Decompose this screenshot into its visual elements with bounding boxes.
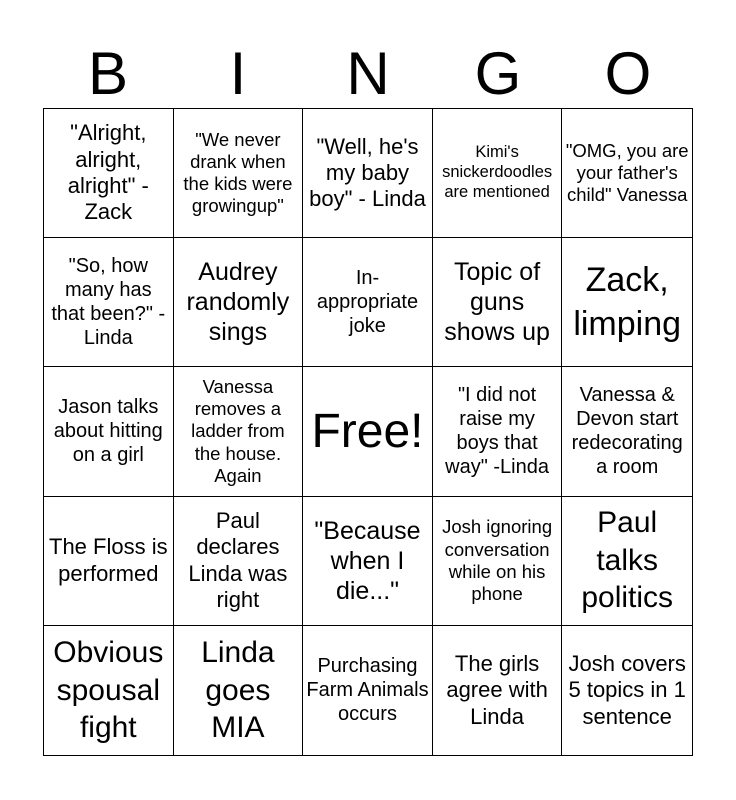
cell-text: Purchasing Farm Animals occurs [306,655,429,726]
cell-text: "So, how many has that been?" -Linda [51,255,166,350]
bingo-cell[interactable] [562,238,692,367]
bingo-cell[interactable] [174,626,304,755]
cell-text: Josh covers 5 topics in 1 sentence [568,650,686,729]
cell-text: "Because when I die..." [314,516,421,605]
bingo-cell[interactable] [44,367,174,496]
bingo-cell[interactable] [303,109,433,238]
bingo-cell[interactable] [44,109,174,238]
bingo-cell[interactable] [44,626,174,755]
cell-text: Kimi's snickerdoodles are mentioned [442,143,553,201]
bingo-cell[interactable] [44,238,174,367]
header-letter-n: N [346,40,390,107]
bingo-cell-free[interactable] [303,367,433,496]
bingo-cell[interactable] [303,238,433,367]
bingo-cell[interactable] [433,367,563,496]
bingo-cell[interactable] [433,497,563,626]
header-letter-o: O [604,40,652,107]
cell-text: "OMG, you are your father's child" Vanessa [565,139,689,206]
bingo-cell[interactable] [44,497,174,626]
cell-text: Paul declares Linda was right [188,507,288,613]
cell-text: Topic of guns shows up [444,258,550,347]
cell-text: "Alright, alright, alright" - Zack [67,120,149,225]
cell-text: Vanessa & Devon start redecorating a room [571,384,683,479]
cell-text: Jason talks about hitting on a girl [53,396,163,467]
header-letter-i: I [229,40,247,107]
cell-text: "We never drank when the kids were growingup" [183,128,293,217]
bingo-cell[interactable] [562,626,692,755]
bingo-cell[interactable] [174,238,304,367]
cell-text: Linda goes MIA [201,636,275,745]
cell-text: Paul talks politics [581,506,674,615]
bingo-board [43,108,693,756]
bingo-cell[interactable] [562,497,692,626]
cell-text: The girls agree with Linda [446,650,548,729]
bingo-cell[interactable] [433,626,563,755]
cell-text: Josh ignoring conversation while on his phone [442,516,553,604]
free-space-text: Free! [311,404,424,458]
cell-text: "Well, he's my baby boy" - Linda [309,133,426,212]
cell-text: "I did not raise my boys that way" -Linda [445,384,549,479]
bingo-cell[interactable] [433,238,563,367]
bingo-cell[interactable] [174,367,304,496]
cell-text: Vanessa removes a ladder from the house. Again [191,376,285,486]
bingo-cell[interactable] [303,626,433,755]
header-letter-g: G [474,40,522,107]
cell-text: The Floss is performed [49,534,168,586]
bingo-cell[interactable] [433,109,563,238]
header-letter-b: B [87,40,129,107]
cell-text: In-appropriate joke [316,267,419,338]
cell-text: Obvious spousal fight [53,636,164,745]
bingo-cell[interactable] [174,109,304,238]
bingo-cell[interactable] [174,497,304,626]
bingo-cell[interactable] [303,497,433,626]
bingo-cell[interactable] [562,109,692,238]
cell-text: Audrey randomly sings [186,258,290,347]
bingo-header [43,40,693,108]
cell-text: Zack, limping [573,261,682,344]
bingo-cell[interactable] [562,367,692,496]
